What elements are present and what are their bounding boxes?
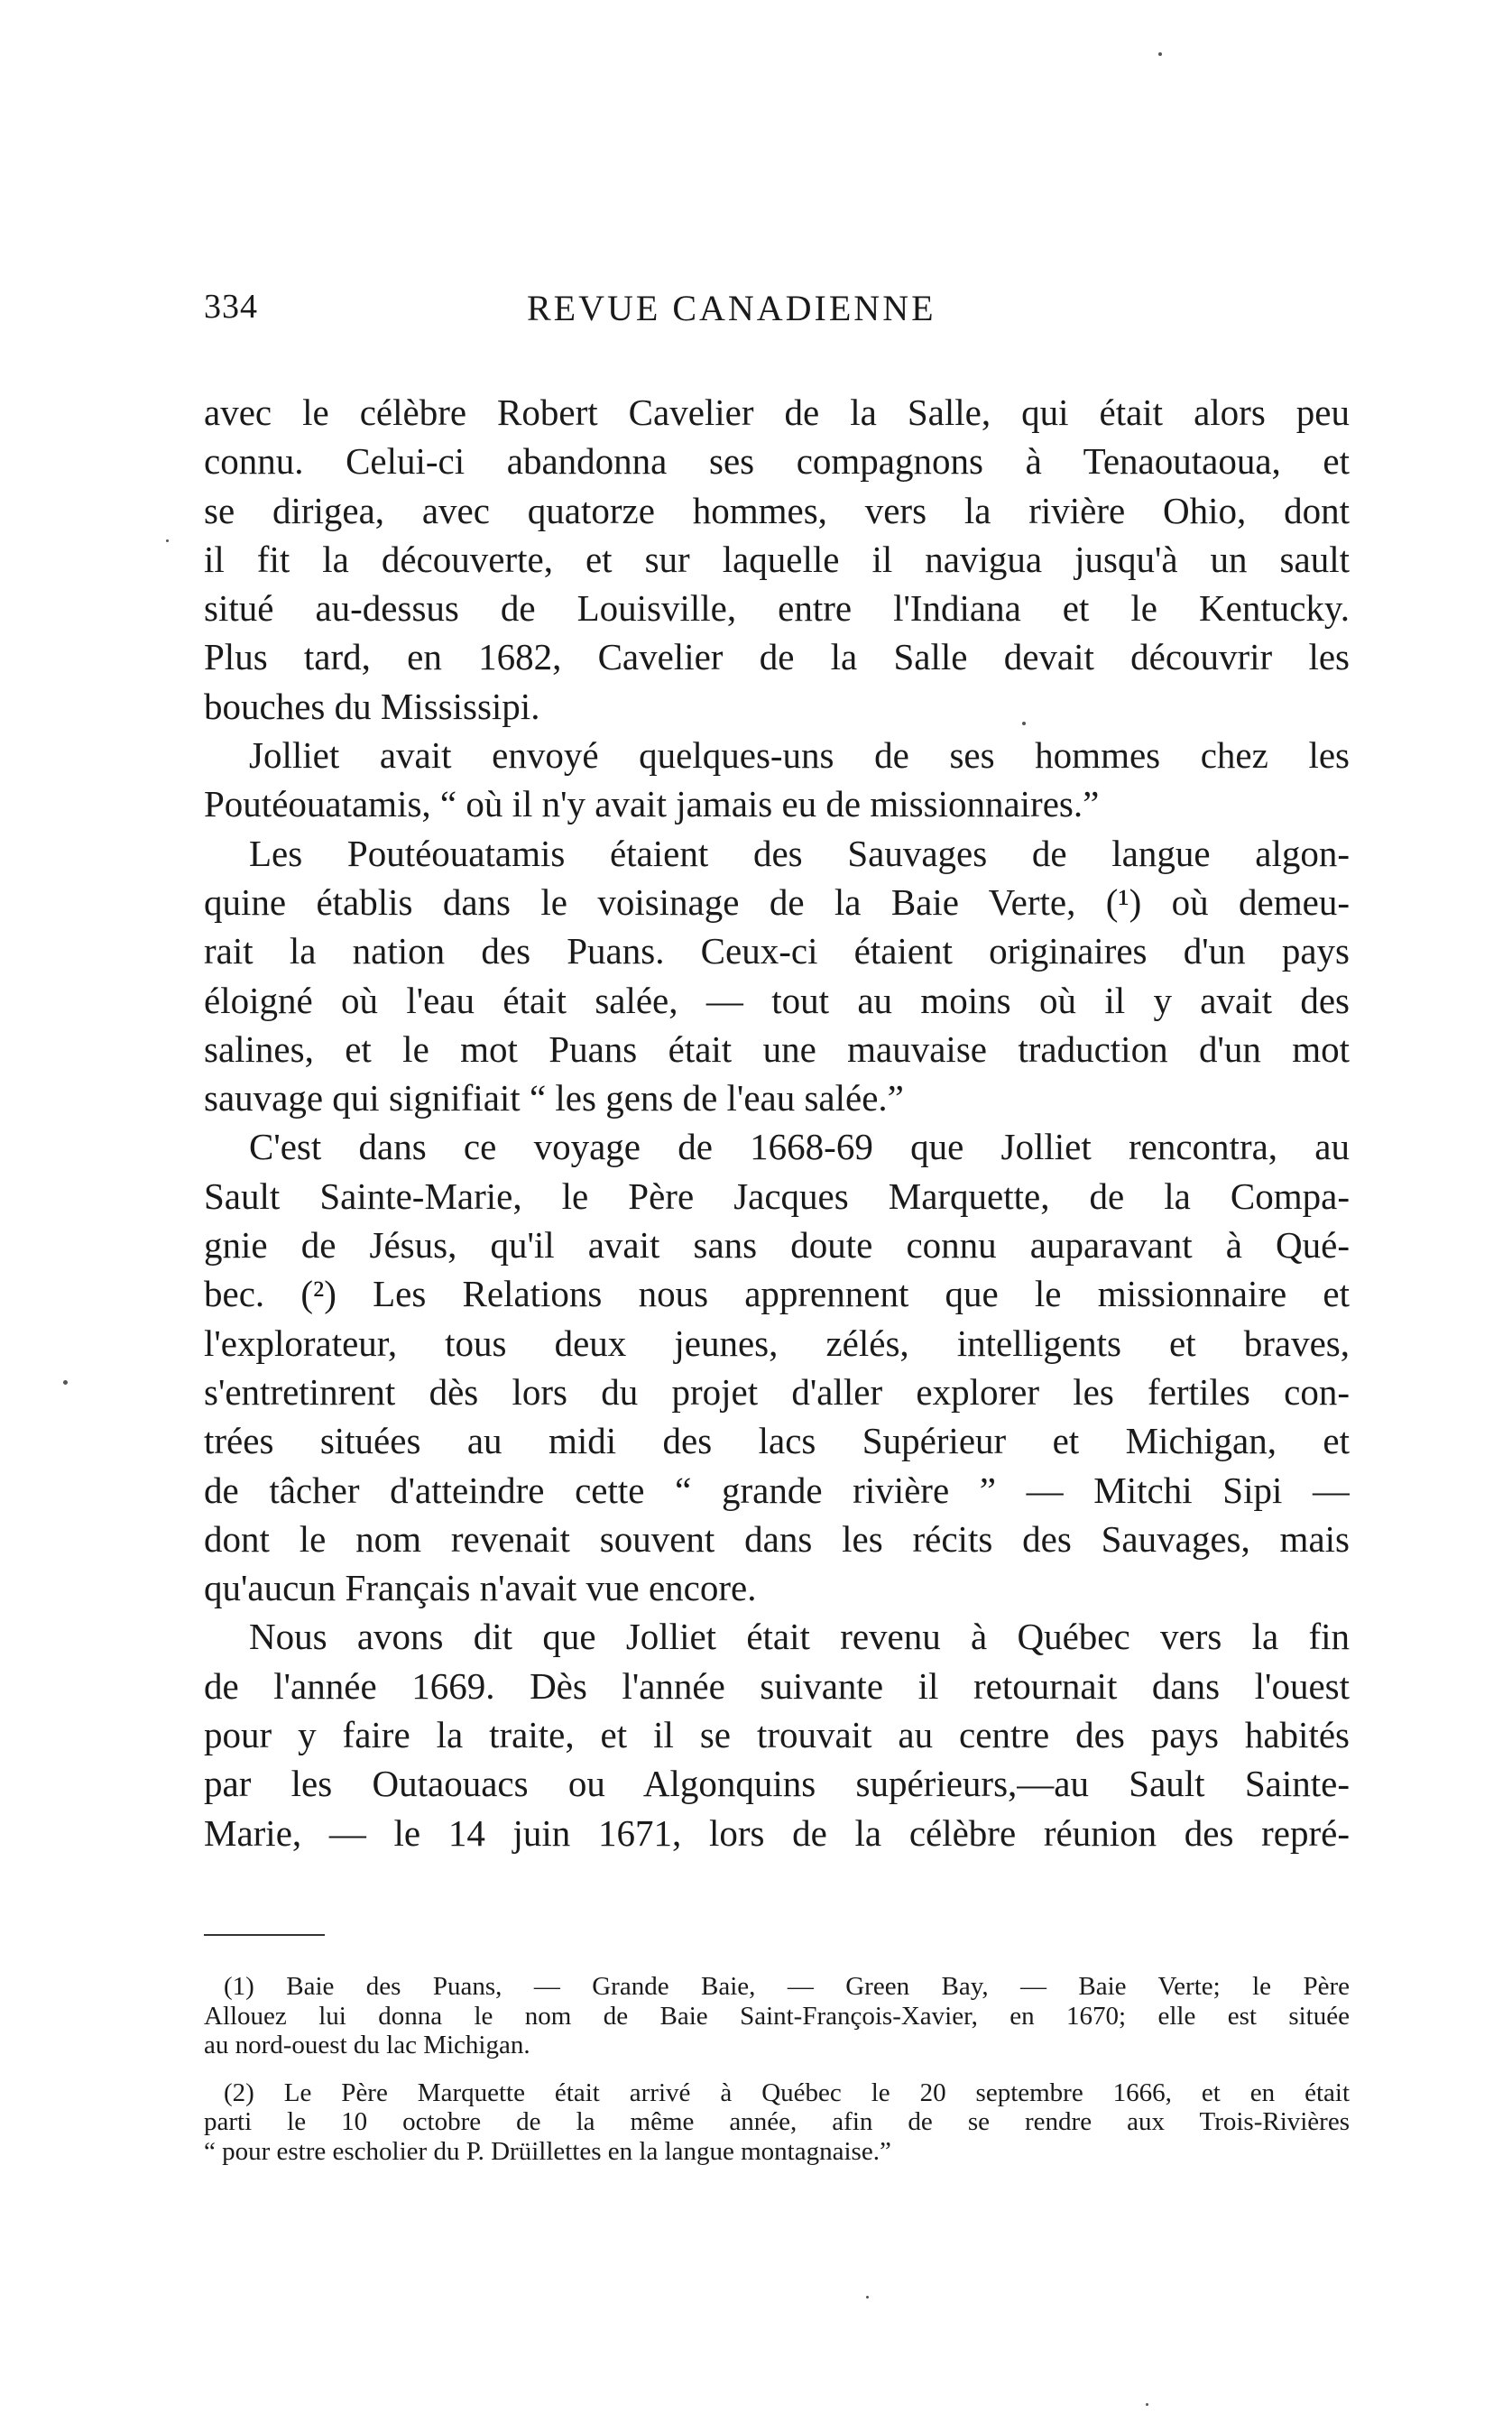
paragraph-first-line: Jolliet avait envoyé quelques-uns de ses hommes chez les [249, 734, 1350, 777]
footnote-2 [204, 2078, 1350, 2167]
text-line: s'entretinrent dès lors du projet d'aller explorer les fertiles con- [204, 1370, 1350, 1413]
footnotes [204, 1972, 1350, 2166]
text-line: bec. (²) Les Relations nous apprennent que le missionnaire et [204, 1273, 1350, 1315]
text-line: Marie, — le 14 juin 1671, lors de la célèbre réunion des repré- [204, 1811, 1350, 1854]
footnote-line: (2) Le Père Marquette était arrivé à Québec le 20 septembre 1666, et en était [224, 2078, 1350, 2107]
text-line: sauvage qui signifiait “ les gens de l'eau salée.” [204, 1077, 904, 1119]
text-line: rait la nation des Puans. Ceux-ci étaient originaires d'un pays [204, 930, 1350, 972]
text-line: bouches du Mississipi. [204, 685, 540, 727]
paragraph-first-line: C'est dans ce voyage de 1668-69 que Jolliet rencontra, au [249, 1126, 1350, 1168]
text-line: de l'année 1669. Dès l'année suivante il retournait dans l'ouest [204, 1664, 1350, 1707]
footnote-line: “ pour estre escholier du P. Drüillettes en la langue montagnaise.” [204, 2136, 891, 2166]
text-line: il fit la découverte, et sur laquelle il navigua jusqu'à un sault [204, 538, 1350, 580]
text-line: Poutéouatamis, “ où il n'y avait jamais eu de missionnaires.” [204, 783, 1100, 825]
footnote-line: Allouez lui donna le nom de Baie Saint-François-Xavier, en 1670; elle est située [204, 2001, 1350, 2031]
footnote-rule [204, 1934, 325, 1936]
text-line: pour y faire la traite, et il se trouvait au centre des pays habités [204, 1714, 1350, 1756]
text-line: avec le célèbre Robert Cavelier de la Salle, qui était alors peu [204, 392, 1350, 433]
footnote-line: (1) Baie des Puans, — Grande Baie, — Green Bay, — Baie Verte; le Père [224, 1972, 1350, 2001]
text-line: Plus tard, en 1682, Cavelier de la Salle devait découvrir les [204, 636, 1350, 678]
scan-speck [1146, 2403, 1148, 2406]
text-line: connu. Celui-ci abandonna ses compagnons à Tenaoutaoua, et [204, 440, 1350, 483]
paragraph-first-line: Nous avons dit que Jolliet était revenu à Québec vers la fin [249, 1616, 1350, 1658]
page-number: 334 [204, 288, 258, 326]
text-line: dont le nom revenait souvent dans les récits des Sauvages, mais [204, 1517, 1350, 1560]
scan-speck [1022, 722, 1026, 725]
footnote-1 [204, 1972, 1350, 2060]
text-line: trées situées au midi des lacs Supérieur et Michigan, et [204, 1420, 1350, 1462]
paragraph-first-line: Les Poutéouatamis étaient des Sauvages de langue algon- [249, 832, 1350, 874]
text-line: salines, et le mot Puans était une mauvaise traduction d'un mot [204, 1027, 1350, 1070]
text-line: de tâcher d'atteindre cette “ grande rivière ” — Mitchi Sipi — [204, 1469, 1350, 1511]
text-line: quine établis dans le voisinage de la Baie Verte, (¹) où demeu- [204, 880, 1350, 923]
scan-speck [866, 2296, 869, 2299]
text-line: éloigné où l'eau était salée, — tout au moins où il y avait des [204, 979, 1350, 1021]
scan-speck [1158, 52, 1162, 56]
scan-speck [166, 539, 169, 542]
text-line: gnie de Jésus, qu'il avait sans doute connu auparavant à Qué- [204, 1224, 1350, 1267]
text-line: par les Outaouacs ou Algonquins supérieurs,—au Sault Sainte- [204, 1763, 1350, 1805]
text-line: qu'aucun Français n'avait vue encore. [204, 1567, 757, 1609]
body-text [204, 388, 1350, 1857]
text-line: situé au-dessus de Louisville, entre l'Indiana et le Kentucky. [204, 587, 1350, 630]
journal-title: REVUE CANADIENNE [527, 288, 936, 328]
text-line: l'explorateur, tous deux jeunes, zélés, intelligents et braves, [204, 1322, 1350, 1364]
footnote-line: parti le 10 octobre de la même année, afin de se rendre aux Trois-Rivières [204, 2107, 1350, 2136]
text-line: se dirigea, avec quatorze hommes, vers la rivière Ohio, dont [204, 489, 1350, 531]
running-head [204, 287, 1350, 341]
footnote-line: au nord-ouest du lac Michigan. [204, 2031, 530, 2059]
scan-speck [63, 1380, 68, 1385]
text-line: Sault Sainte-Marie, le Père Jacques Marquette, de la Compa- [204, 1175, 1350, 1217]
